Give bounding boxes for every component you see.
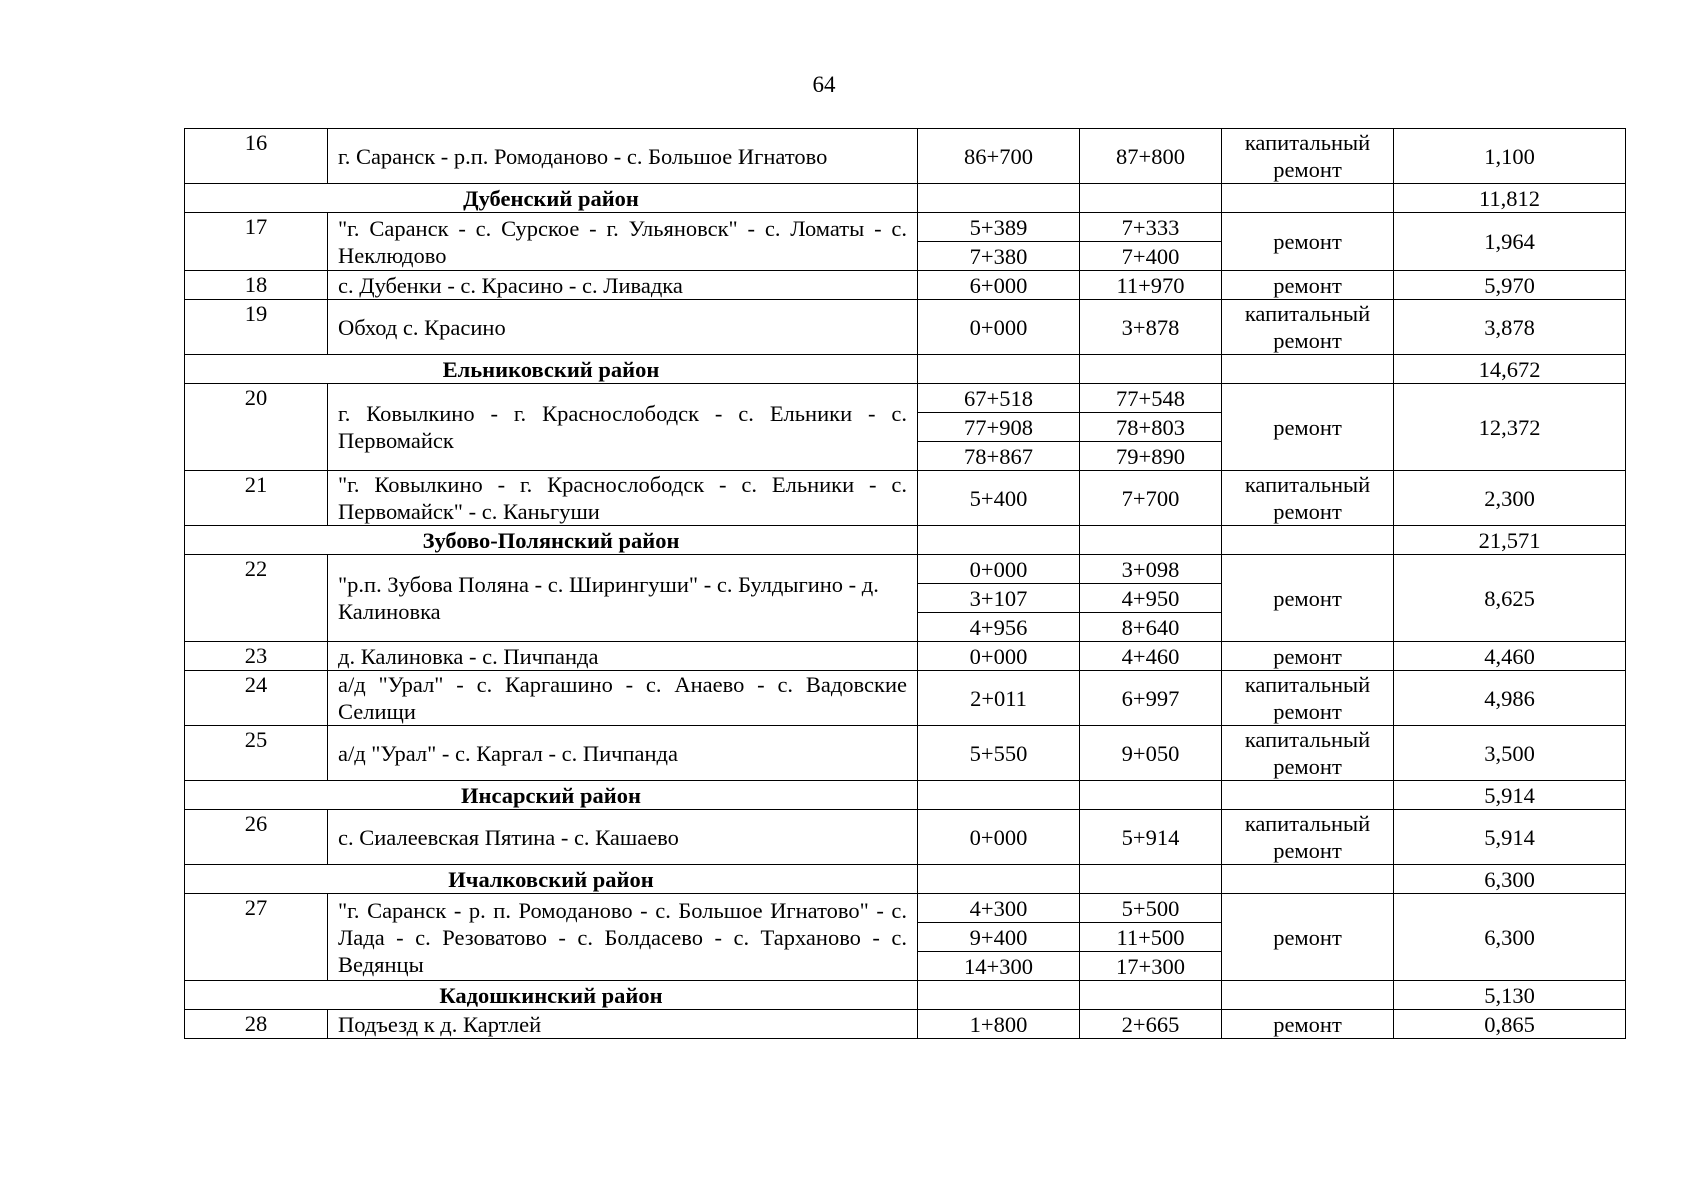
start-km: 14+300 xyxy=(918,952,1080,981)
work-type: ремонт xyxy=(1222,555,1394,642)
start-km: 5+389 xyxy=(918,213,1080,242)
work-type: капитальный ремонт xyxy=(1222,471,1394,526)
end-km: 6+997 xyxy=(1080,671,1222,726)
start-km: 0+000 xyxy=(918,810,1080,865)
table-row xyxy=(185,642,1626,671)
district-name: Кадошкинский район xyxy=(185,981,918,1010)
district-total: 21,571 xyxy=(1394,526,1626,555)
row-number: 23 xyxy=(185,642,328,671)
row-number: 22 xyxy=(185,555,328,642)
length-km: 6,300 xyxy=(1394,894,1626,981)
road-name: д. Калиновка - с. Пичпанда xyxy=(328,642,918,671)
end-km: 79+890 xyxy=(1080,442,1222,471)
road-name: Подъезд к д. Картлей xyxy=(328,1010,918,1039)
district-total: 14,672 xyxy=(1394,355,1626,384)
table-row xyxy=(185,384,1626,413)
length-km: 3,878 xyxy=(1394,300,1626,355)
road-name: "г. Ковылкино - г. Краснослободск - с. Ельники - с. Первомайск" - с. Каньгуши xyxy=(328,471,918,526)
district-total: 6,300 xyxy=(1394,865,1626,894)
table-row xyxy=(185,271,1626,300)
end-km: 3+098 xyxy=(1080,555,1222,584)
table-row xyxy=(185,671,1626,726)
district-name: Дубенский район xyxy=(185,184,918,213)
district-name: Ельниковский район xyxy=(185,355,918,384)
start-km: 5+550 xyxy=(918,726,1080,781)
row-number: 18 xyxy=(185,271,328,300)
start-km: 2+011 xyxy=(918,671,1080,726)
end-km: 78+803 xyxy=(1080,413,1222,442)
district-row xyxy=(185,526,1626,555)
road-name: "г. Саранск - с. Сурское - г. Ульяновск" - с. Ломаты - с. Неклюдово xyxy=(328,213,918,271)
district-name: Зубово-Полянский район xyxy=(185,526,918,555)
end-km: 7+400 xyxy=(1080,242,1222,271)
start-km: 7+380 xyxy=(918,242,1080,271)
work-type: капитальный ремонт xyxy=(1222,726,1394,781)
length-km: 3,500 xyxy=(1394,726,1626,781)
length-km: 12,372 xyxy=(1394,384,1626,471)
row-number: 17 xyxy=(185,213,328,271)
end-km: 5+500 xyxy=(1080,894,1222,923)
start-km: 77+908 xyxy=(918,413,1080,442)
road-name: г. Ковылкино - г. Краснослободск - с. Ельники - с. Первомайск xyxy=(328,384,918,471)
length-km: 8,625 xyxy=(1394,555,1626,642)
start-km: 0+000 xyxy=(918,300,1080,355)
end-km: 11+970 xyxy=(1080,271,1222,300)
table-row xyxy=(185,555,1626,584)
district-row xyxy=(185,865,1626,894)
table-row xyxy=(185,213,1626,242)
district-name: Ичалковский район xyxy=(185,865,918,894)
district-row xyxy=(185,781,1626,810)
table-row xyxy=(185,894,1626,923)
start-km: 6+000 xyxy=(918,271,1080,300)
road-name: с. Сиалеевская Пятина - с. Кашаево xyxy=(328,810,918,865)
length-km: 1,964 xyxy=(1394,213,1626,271)
row-number: 27 xyxy=(185,894,328,981)
start-km: 3+107 xyxy=(918,584,1080,613)
end-km: 7+333 xyxy=(1080,213,1222,242)
page-number: 64 xyxy=(812,72,836,97)
road-name: г. Саранск - р.п. Ромоданово - с. Большое Игнатово xyxy=(328,129,918,184)
start-km: 4+956 xyxy=(918,613,1080,642)
road-name: а/д "Урал" - с. Каргашино - с. Анаево - с. Вадовские Селищи xyxy=(328,671,918,726)
length-km: 5,914 xyxy=(1394,810,1626,865)
start-km: 78+867 xyxy=(918,442,1080,471)
start-km: 0+000 xyxy=(918,555,1080,584)
end-km: 9+050 xyxy=(1080,726,1222,781)
work-type: капитальный ремонт xyxy=(1222,129,1394,184)
start-km: 4+300 xyxy=(918,894,1080,923)
district-total: 5,914 xyxy=(1394,781,1626,810)
district-total: 5,130 xyxy=(1394,981,1626,1010)
row-number: 26 xyxy=(185,810,328,865)
row-number: 25 xyxy=(185,726,328,781)
length-km: 4,460 xyxy=(1394,642,1626,671)
end-km: 17+300 xyxy=(1080,952,1222,981)
start-km: 9+400 xyxy=(918,923,1080,952)
end-km: 7+700 xyxy=(1080,471,1222,526)
end-km: 4+950 xyxy=(1080,584,1222,613)
start-km: 5+400 xyxy=(918,471,1080,526)
road-repair-table xyxy=(184,128,1626,1039)
row-number: 28 xyxy=(185,1010,328,1039)
table-row xyxy=(185,726,1626,781)
district-row xyxy=(185,355,1626,384)
work-type: капитальный ремонт xyxy=(1222,810,1394,865)
work-type: ремонт xyxy=(1222,213,1394,271)
row-number: 19 xyxy=(185,300,328,355)
table-row xyxy=(185,300,1626,355)
end-km: 4+460 xyxy=(1080,642,1222,671)
length-km: 4,986 xyxy=(1394,671,1626,726)
work-type: ремонт xyxy=(1222,271,1394,300)
work-type: ремонт xyxy=(1222,1010,1394,1039)
work-type: капитальный ремонт xyxy=(1222,300,1394,355)
road-name: "р.п. Зубова Поляна - с. Ширингуши" - с. Булдыгино - д. Калиновка xyxy=(328,555,918,642)
road-name: с. Дубенки - с. Красино - с. Ливадка xyxy=(328,271,918,300)
length-km: 1,100 xyxy=(1394,129,1626,184)
row-number: 21 xyxy=(185,471,328,526)
row-number: 16 xyxy=(185,129,328,184)
start-km: 1+800 xyxy=(918,1010,1080,1039)
table-row xyxy=(185,1010,1626,1039)
end-km: 3+878 xyxy=(1080,300,1222,355)
end-km: 2+665 xyxy=(1080,1010,1222,1039)
end-km: 77+548 xyxy=(1080,384,1222,413)
row-number: 20 xyxy=(185,384,328,471)
end-km: 11+500 xyxy=(1080,923,1222,952)
district-row xyxy=(185,184,1626,213)
work-type: ремонт xyxy=(1222,642,1394,671)
work-type: капитальный ремонт xyxy=(1222,671,1394,726)
road-name: Обход с. Красино xyxy=(328,300,918,355)
district-total: 11,812 xyxy=(1394,184,1626,213)
work-type: ремонт xyxy=(1222,384,1394,471)
row-number: 24 xyxy=(185,671,328,726)
length-km: 0,865 xyxy=(1394,1010,1626,1039)
end-km: 5+914 xyxy=(1080,810,1222,865)
end-km: 8+640 xyxy=(1080,613,1222,642)
district-row xyxy=(185,981,1626,1010)
district-name: Инсарский район xyxy=(185,781,918,810)
road-name: "г. Саранск - р. п. Ромоданово - с. Большое Игнатово" - с. Лада - с. Резоватово - с. Болдасево - с. Тарханово - с. Ведянцы xyxy=(328,894,918,981)
start-km: 67+518 xyxy=(918,384,1080,413)
table-row xyxy=(185,810,1626,865)
work-type: ремонт xyxy=(1222,894,1394,981)
road-name: а/д "Урал" - с. Каргал - с. Пичпанда xyxy=(328,726,918,781)
length-km: 2,300 xyxy=(1394,471,1626,526)
table-row xyxy=(185,129,1626,184)
end-km: 87+800 xyxy=(1080,129,1222,184)
length-km: 5,970 xyxy=(1394,271,1626,300)
start-km: 86+700 xyxy=(918,129,1080,184)
start-km: 0+000 xyxy=(918,642,1080,671)
table-row xyxy=(185,471,1626,526)
